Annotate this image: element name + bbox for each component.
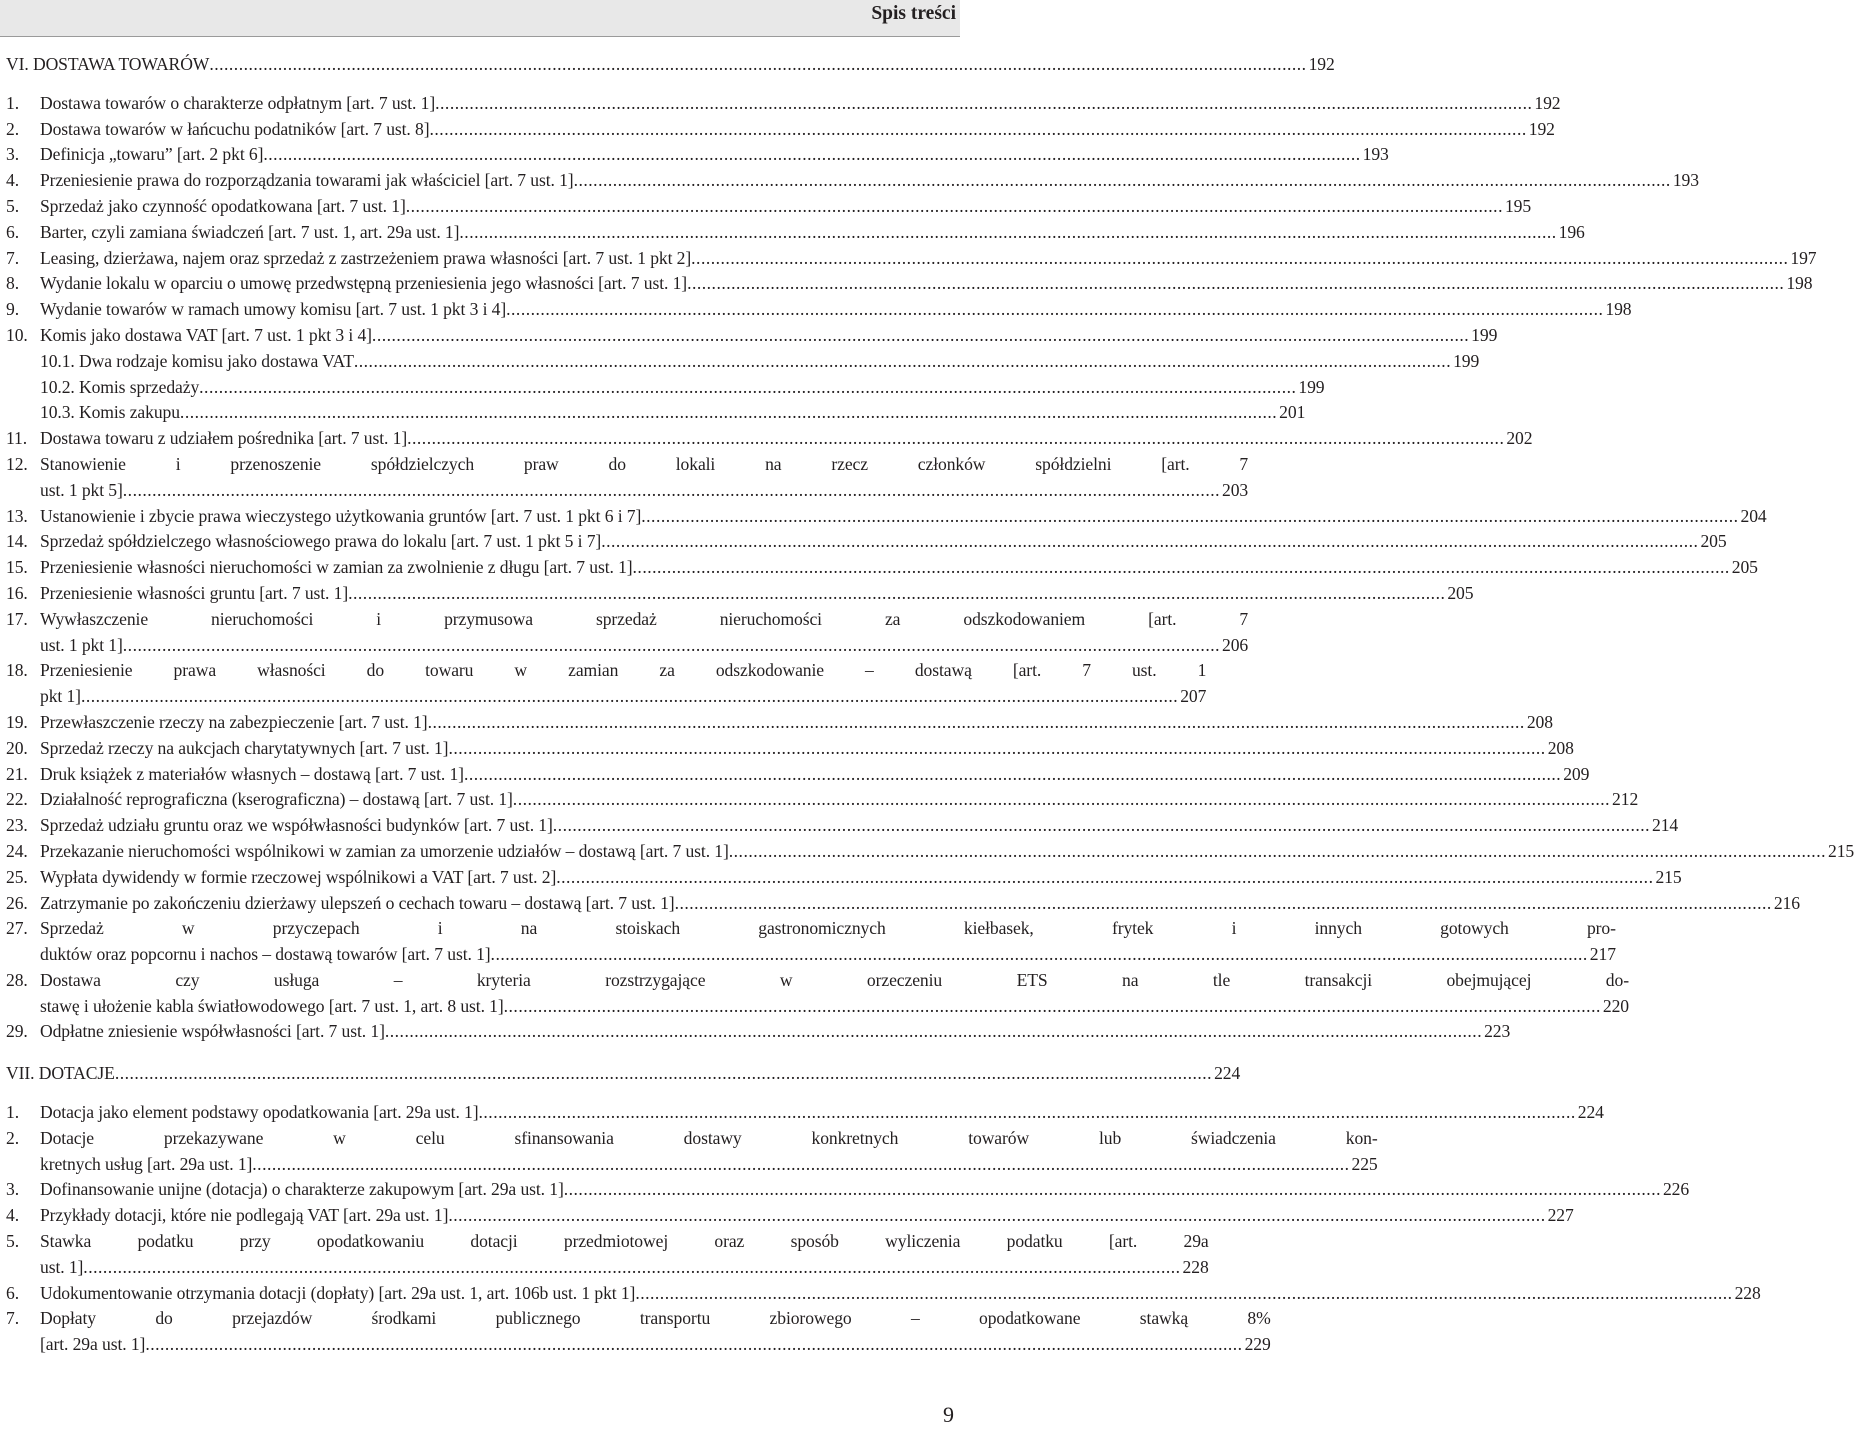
page-ref: 197: [1790, 247, 1817, 268]
entry-title: Dofinansowanie unijne (dotacja) o charakterze zakupowym [art. 29a ust. 1]: [40, 1179, 564, 1200]
page-ref: 212: [1612, 789, 1639, 810]
entry-number: 29.: [6, 1021, 28, 1042]
page-ref: 217: [1589, 944, 1616, 965]
entry-title: Sprzedaż spółdzielczego własnościowego prawa do lokalu [art. 7 ust. 1 pkt 5 i 7]: [40, 531, 602, 552]
toc-entry[interactable]: [6, 658, 1207, 710]
page-ref: 208: [1547, 737, 1574, 758]
entry-title: Ustanowienie i zbycie prawa wieczystego użytkowania gruntów [art. 7 ust. 1 pkt 6 i 7]: [40, 505, 642, 526]
entry-number: 25.: [6, 866, 28, 887]
toc-entry[interactable]: [6, 349, 1480, 375]
dot-leader: [348, 581, 1445, 607]
dot-leader: [428, 710, 1525, 736]
dot-leader: [180, 400, 1277, 426]
entry-number: 2.: [6, 118, 19, 139]
dot-leader: [385, 1019, 1482, 1045]
toc-entry[interactable]: [6, 916, 1616, 968]
entry-number: 8.: [6, 273, 19, 294]
table-of-contents: [6, 52, 1854, 1358]
page-ref: 225: [1351, 1153, 1378, 1174]
toc-entry[interactable]: [6, 504, 1767, 530]
page-ref: 206: [1222, 634, 1249, 655]
entry-number: 21.: [6, 763, 28, 784]
dot-leader: [464, 762, 1561, 788]
entry-number: 27.: [6, 918, 28, 939]
entry-title: Działalność reprograficzna (kserograficzna) – dostawą [art. 7 ust. 1]: [40, 789, 513, 810]
page-ref: 196: [1558, 221, 1585, 242]
dot-leader: [675, 891, 1772, 917]
page-ref: 192: [1534, 92, 1561, 113]
page-ref: 224: [1214, 1063, 1241, 1084]
entry-title: Dostawa towaru z udziałem pośrednika [art. 7 ust. 1]: [40, 428, 408, 449]
entry-title: ust. 1 pkt 5]: [40, 479, 123, 500]
entry-title: Wypłata dywidendy w formie rzeczowej wspólnikowi a VAT [art. 7 ust. 2]: [40, 866, 557, 887]
entry-number: 15.: [6, 557, 28, 578]
toc-entry[interactable]: [6, 891, 1800, 917]
entry-number: 14.: [6, 531, 28, 552]
entry-number: 5.: [6, 1231, 19, 1252]
dot-leader: [448, 1203, 1545, 1229]
page-ref: 228: [1734, 1282, 1761, 1303]
dot-leader: [123, 478, 1220, 504]
dot-leader: [633, 555, 1730, 581]
entry-title-line: Dopłaty do przejazdów środkami publicznego transportu zbiorowego – opodatkowane stawką 8%: [40, 1308, 1271, 1329]
toc-entry[interactable]: [6, 323, 1498, 349]
entry-title: Druk książek z materiałów własnych – dostawą [art. 7 ust. 1]: [40, 763, 464, 784]
entry-title-line: Dotacje przekazywane w celu sfinansowania dostawy konkretnych towarów lub świadczenia kon-: [40, 1127, 1378, 1148]
entry-title-line: Stawka podatku przy opodatkowaniu dotacji przedmiotowej oraz sposób wyliczenia podatku [art. 29a: [40, 1231, 1209, 1252]
entry-number: 9.: [6, 299, 19, 320]
entry-number: 19.: [6, 711, 28, 732]
dot-leader: [687, 271, 1784, 297]
dot-leader: [691, 246, 1788, 272]
toc-entry[interactable]: [6, 400, 1306, 426]
entry-title: duktów oraz popcornu i nachos – dostawą towarów [art. 7 ust. 1]: [40, 944, 491, 965]
dot-leader: [553, 813, 1650, 839]
dot-leader: [123, 633, 1220, 659]
dot-leader: [459, 220, 1556, 246]
page-ref: 199: [1298, 376, 1325, 397]
entry-number: 2.: [6, 1127, 19, 1148]
toc-entry[interactable]: [6, 375, 1325, 401]
entry-number: 3.: [6, 144, 19, 165]
dot-leader: [115, 1061, 1212, 1087]
entry-number: [6, 349, 40, 375]
entry-number: 17.: [6, 608, 28, 629]
page-ref: 205: [1731, 557, 1758, 578]
page-ref: 215: [1655, 866, 1682, 887]
page-ref: 205: [1447, 582, 1474, 603]
page-ref: 192: [1528, 118, 1555, 139]
entry-number: 4.: [6, 1205, 19, 1226]
dot-leader: [252, 1152, 1349, 1178]
entry-title: Przeniesienie własności gruntu [art. 7 ust. 1]: [40, 582, 349, 603]
page-ref: 214: [1652, 815, 1679, 836]
entry-number: 18.: [6, 660, 28, 681]
page-ref: 223: [1484, 1021, 1511, 1042]
page-ref: 202: [1506, 428, 1533, 449]
entry-number: 26.: [6, 892, 28, 913]
dot-leader: [729, 839, 1826, 865]
page-ref: 199: [1471, 324, 1498, 345]
running-header: [0, 0, 960, 36]
page-ref: 204: [1740, 505, 1767, 526]
toc-entry[interactable]: [6, 1203, 1574, 1229]
toc-entry[interactable]: [6, 607, 1249, 659]
dot-leader: [504, 994, 1601, 1020]
entry-number: 6.: [6, 221, 19, 242]
toc-entry[interactable]: [6, 220, 1585, 246]
toc-entry[interactable]: [6, 1126, 1378, 1178]
dot-leader: [372, 323, 1469, 349]
toc-entry[interactable]: [6, 271, 1813, 297]
toc-entry[interactable]: [6, 426, 1533, 452]
dot-leader: [601, 529, 1698, 555]
dot-leader: [83, 1255, 1180, 1281]
page-ref: 215: [1828, 840, 1854, 861]
page-ref: 201: [1279, 402, 1306, 423]
entry-title: Dostawa towarów o charakterze odpłatnym [art. 7 ust. 1]: [40, 92, 436, 113]
toc-entry[interactable]: [6, 117, 1555, 143]
entry-number: 20.: [6, 737, 28, 758]
page-ref: 198: [1786, 273, 1813, 294]
toc-entry[interactable]: [6, 1177, 1690, 1203]
toc-entry[interactable]: [6, 529, 1727, 555]
entry-number: 10.: [6, 324, 28, 345]
entry-title: Definicja „towaru” [art. 2 pkt 6]: [40, 144, 264, 165]
toc-entry[interactable]: [6, 1019, 1511, 1045]
page-ref: 195: [1504, 195, 1532, 216]
page-ref: 226: [1662, 1179, 1690, 1200]
entry-number: 23.: [6, 815, 28, 836]
entry-number: 13.: [6, 505, 28, 526]
entry-number: 4.: [6, 170, 19, 191]
entry-number: [6, 400, 40, 426]
entry-title: Barter, czyli zamiana świadczeń [art. 7 ust. 1, art. 29a ust. 1]: [40, 221, 460, 242]
entry-number: [6, 375, 40, 401]
page-ref: 193: [1672, 170, 1699, 191]
entry-title: Przykłady dotacji, które nie podlegają VAT [art. 29a ust. 1]: [40, 1205, 449, 1226]
dot-leader: [564, 1177, 1661, 1203]
page-ref: 205: [1700, 531, 1727, 552]
chapter-title: VI. DOSTAWA TOWARÓW: [6, 54, 210, 74]
entry-number: 16.: [6, 582, 28, 603]
entry-title: kretnych usług [art. 29a ust. 1]: [40, 1153, 253, 1174]
entry-number: 28.: [6, 969, 28, 990]
entry-title: Komis jako dostawa VAT [art. 7 ust. 1 pkt 3 i 4]: [40, 324, 372, 345]
dot-leader: [407, 426, 1504, 452]
entry-title: Zatrzymanie po zakończeniu dzierżawy ulepszeń o cechach towaru – dostawą [art. 7 ust. 1]: [40, 892, 675, 913]
entry-number: 24.: [6, 840, 28, 861]
entry-title: stawę i ułożenie kabla światłowodowego [art. 7 ust. 1, art. 8 ust. 1]: [40, 995, 504, 1016]
toc-entry[interactable]: [6, 168, 1699, 194]
page-number: 9: [943, 1402, 954, 1427]
entry-title-line: Dostawa czy usługa – kryteria rozstrzygające w orzeczeniu ETS na tle transakcji obejmującej do-: [40, 969, 1629, 990]
entry-title: Wydanie towarów w ramach umowy komisu [art. 7 ust. 1 pkt 3 i 4]: [40, 299, 507, 320]
entry-number: 5.: [6, 195, 19, 216]
page-ref: 208: [1526, 711, 1553, 732]
entry-number: 1.: [6, 1102, 19, 1123]
entry-title: Leasing, dzierżawa, najem oraz sprzedaż z zastrzeżeniem prawa własności [art. 7 ust. 1 pkt 2]: [40, 247, 692, 268]
entry-title-line: Stanowienie i przenoszenie spółdzielczych praw do lokali na rzecz członków spółdzielni [art. 7: [40, 453, 1249, 474]
page-ref: 192: [1308, 54, 1335, 74]
entry-title: Udokumentowanie otrzymania dotacji (dopłaty) [art. 29a ust. 1, art. 106b ust. 1 pkt 1]: [40, 1282, 636, 1303]
entry-title: pkt 1]: [40, 686, 81, 707]
entry-title: Przeniesienie własności nieruchomości w zamian za zwolnienie z długu [art. 7 ust. 1]: [40, 557, 633, 578]
dot-leader: [479, 1100, 1576, 1126]
toc-entry[interactable]: [6, 1306, 1271, 1358]
entry-number: 12.: [6, 453, 28, 474]
dot-leader: [556, 865, 1653, 891]
entry-title: Odpłatne zniesienie współwłasności [art. 7 ust. 1]: [40, 1021, 385, 1042]
toc-entry[interactable]: [6, 452, 1249, 504]
header-title: Spis treści: [871, 3, 956, 24]
entry-number: 3.: [6, 1179, 19, 1200]
entry-title-line: Sprzedaż w przyczepach i na stoiskach gastronomicznych kiełbasek, frytek i innych gotowych pro-: [40, 918, 1616, 939]
dot-leader: [81, 684, 1178, 710]
entry-number: 11.: [6, 428, 28, 449]
toc-entry[interactable]: [6, 142, 1389, 168]
toc-entry[interactable]: [6, 1281, 1761, 1307]
toc-entry[interactable]: [6, 762, 1590, 788]
entry-title: Wydanie lokalu w oparciu o umowę przedwstępną przeniesienia jego własności [art. 7 ust. 1]: [40, 273, 688, 294]
toc-entry[interactable]: [6, 1229, 1209, 1281]
entry-title: ust. 1]: [40, 1256, 84, 1277]
dot-leader: [209, 52, 1306, 78]
entry-title: Sprzedaż udziału gruntu oraz we współwłasności budynków [art. 7 ust. 1]: [40, 815, 553, 836]
chapter-title: VII. DOTACJE: [6, 1063, 115, 1084]
dot-leader: [513, 787, 1610, 813]
dot-leader: [635, 1281, 1732, 1307]
entry-number: 1.: [6, 92, 19, 113]
entry-title-line: Przeniesienie prawa własności do towaru w zamian za odszkodowanie – dostawą [art. 7 ust. 1: [40, 660, 1207, 681]
entry-number: 6.: [6, 1282, 19, 1303]
page-ref: 220: [1602, 995, 1629, 1016]
toc-chapter[interactable]: [6, 1061, 1241, 1087]
toc-entry[interactable]: [6, 736, 1574, 762]
dot-leader: [435, 91, 1532, 117]
page-ref: 198: [1605, 299, 1632, 320]
header-rule: [0, 36, 960, 37]
page-ref: 216: [1773, 892, 1800, 913]
entry-title: Sprzedaż rzeczy na aukcjach charytatywnych [art. 7 ust. 1]: [40, 737, 449, 758]
dot-leader: [145, 1332, 1242, 1358]
dot-leader: [354, 349, 1451, 375]
toc-entry[interactable]: [6, 710, 1553, 736]
toc-entry[interactable]: [6, 555, 1758, 581]
chapter-entries: [6, 91, 1854, 1045]
toc-entry[interactable]: [6, 787, 1639, 813]
page-ref: 203: [1222, 479, 1249, 500]
entry-title: Dostawa towarów w łańcuchu podatników [art. 7 ust. 8]: [40, 118, 430, 139]
page-ref: 209: [1563, 763, 1590, 784]
entry-title: ust. 1 pkt 1]: [40, 634, 123, 655]
page-ref: 199: [1453, 350, 1480, 371]
entry-title: 10.3. Komis zakupu: [40, 402, 180, 423]
entry-title: 10.2. Komis sprzedaży: [40, 376, 200, 397]
toc-entry[interactable]: [6, 194, 1532, 220]
toc-entry[interactable]: [6, 91, 1561, 117]
entry-title: [art. 29a ust. 1]: [40, 1334, 146, 1355]
entry-title: Przekazanie nieruchomości wspólnikowi w zamian za umorzenie udziałów – dostawą [art. 7 ust. 1]: [40, 840, 729, 861]
dot-leader: [199, 375, 1296, 401]
toc-entry[interactable]: [6, 581, 1474, 607]
dot-leader: [574, 168, 1671, 194]
page-ref: 228: [1182, 1256, 1209, 1277]
entry-title: Przeniesienie prawa do rozporządzania towarami jak właściciel [art. 7 ust. 1]: [40, 170, 574, 191]
toc-entry[interactable]: [6, 839, 1854, 865]
toc-entry[interactable]: [6, 813, 1679, 839]
entry-title: Sprzedaż jako czynność opodatkowana [art. 7 ust. 1]: [40, 195, 406, 216]
toc-entry[interactable]: [6, 297, 1632, 323]
dot-leader: [491, 942, 1588, 968]
entry-number: 22.: [6, 789, 28, 810]
entry-number: 7.: [6, 1308, 19, 1329]
dot-leader: [641, 504, 1738, 530]
page-ref: 207: [1180, 686, 1207, 707]
chapter-entries: [6, 1100, 1761, 1358]
page-ref: 193: [1362, 144, 1389, 165]
toc-entry[interactable]: [6, 865, 1682, 891]
dot-leader: [406, 194, 1503, 220]
toc-entry[interactable]: [6, 1100, 1604, 1126]
entry-title: Dotacja jako element podstawy opodatkowania [art. 29a ust. 1]: [40, 1102, 479, 1123]
dot-leader: [506, 297, 1603, 323]
dot-leader: [448, 736, 1545, 762]
toc-entry[interactable]: [6, 246, 1817, 272]
page-ref: 224: [1577, 1102, 1604, 1123]
page-ref: 227: [1547, 1205, 1574, 1226]
dot-leader: [263, 142, 1360, 168]
dot-leader: [430, 117, 1527, 143]
entry-title: 10.1. Dwa rodzaje komisu jako dostawa VAT: [40, 350, 354, 371]
page-ref: 229: [1244, 1334, 1271, 1355]
toc-entry[interactable]: [6, 968, 1629, 1020]
entry-title-line: Wywłaszczenie nieruchomości i przymusowa sprzedaż nieruchomości za odszkodowaniem [art. 7: [40, 608, 1249, 629]
entry-number: 7.: [6, 247, 19, 268]
toc-chapter[interactable]: [6, 52, 1335, 78]
entry-title: Przewłaszczenie rzeczy na zabezpieczenie [art. 7 ust. 1]: [40, 711, 428, 732]
